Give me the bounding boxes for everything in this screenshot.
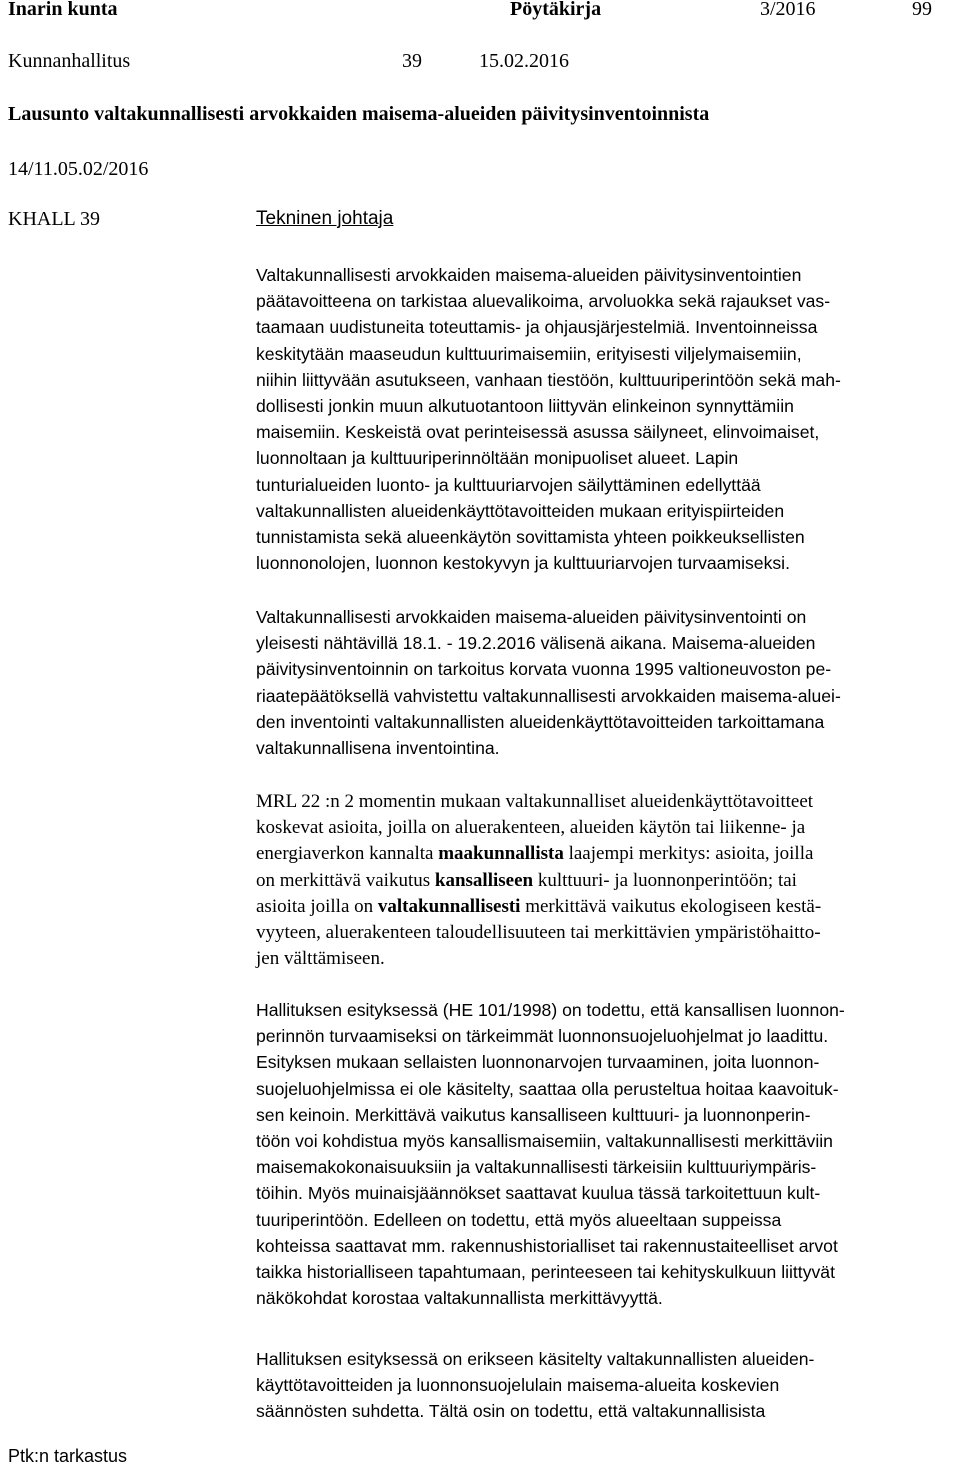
paragraph-line: valtakunnallisten alueidenkäyttötavoitteiden mukaan erityispiirteiden [256, 500, 785, 521]
line-segment: energiaverkon kannalta [256, 843, 439, 865]
paragraph-line: Hallituksen esityksessä (HE 101/1998) on todettu, että kansallisen luonnon- [256, 1000, 845, 1020]
line-segment: asioita joilla on [256, 895, 378, 917]
paragraph-line: Hallituksen esityksessä on erikseen käsitelty valtakunnallisten alueiden- [256, 1349, 815, 1369]
paragraph-line: sen keinoin. Merkittävä vaikutus kansalliseen kulttuuri- ja luonnonperin- [256, 1104, 811, 1125]
paragraph-4 [256, 997, 845, 1311]
paragraph-line: tunturialueiden luonto- ja kulttuuriarvojen säilyttäminen edellyttää [256, 474, 761, 495]
paragraph-line: yleisesti nähtävillä 18.1. - 19.2.2016 välisenä aikana. Maisema-alueiden [256, 633, 816, 654]
paragraph-line: tunnistamista sekä alueenkäytön sovittamista yhteen poikkeuksellisten [256, 526, 805, 547]
document-type: Pöytäkirja [510, 0, 602, 20]
paragraph-line: päätavoitteena on tarkistaa aluevalikoima, arvoluokka sekä rajaukset vas- [256, 291, 831, 312]
line-segment: laajempi merkitys: asioita, joilla [563, 843, 814, 865]
paragraph-line [256, 841, 821, 867]
paragraph-line: suojeluohjelmissa ei ole käsitelty, saattaa olla perusteltua hoitaa kaavoituk- [256, 1078, 839, 1099]
paragraph-line: dollisesti jonkin muun alkutuotantoon liittyvän elinkeinon synnyttämiin [256, 395, 794, 416]
bold-keyword: kansalliseen [434, 869, 534, 891]
paragraph-line [256, 815, 821, 841]
paragraph-line: töön voi kohdistua myös kansallismaisemiin, valtakunnallisesti merkittäviin [256, 1130, 833, 1151]
meeting-date: 15.02.2016 [479, 50, 569, 72]
reference-number: 14/11.05.02/2016 [8, 158, 149, 180]
line-segment: koskevat asioita, joilla on aluerakenteen, alueiden käytön tai liikenne- ja [256, 817, 806, 839]
paragraph-line [256, 789, 821, 815]
section-label: KHALL 39 [8, 208, 101, 230]
paragraph-line: kohteissa saattavat mm. rakennushistorialliset tai rakennustaiteelliset arvot [256, 1235, 838, 1256]
section-number: 39 [402, 50, 422, 72]
subject-title: Lausunto valtakunnallisesti arvokkaiden maisema-alueiden päivitysinventoinnista [8, 103, 710, 125]
line-segment: vyyteen, aluerakenteen taloudellisuuteen tai merkittävien ympäristöhaitto- [256, 921, 821, 943]
paragraph-line: päivitysinventoinnin on tarkoitus korvata vuonna 1995 valtioneuvoston pe- [256, 659, 832, 680]
page-number: 99 [912, 0, 932, 20]
paragraph-line: käyttötavoitteiden ja luonnonsuojelulain maisema-alueita koskevien [256, 1375, 780, 1396]
paragraph-line: Valtakunnallisesti arvokkaiden maisema-alueiden päivitysinventointien [256, 265, 802, 285]
paragraph-line: töihin. Myös muinaisjäännökset saattavat kuulua tässä tarkoitettuun kult- [256, 1183, 821, 1204]
paragraph-5 [256, 1346, 814, 1425]
paragraph-line: luonnoltaan ja kulttuuriperinnöltään monipuoliset alueet. Lapin [256, 448, 739, 469]
paragraph-line: riaatepäätöksellä vahvistettu valtakunnallisesti arvokkaiden maisema-aluei- [256, 685, 841, 706]
paragraph-line [256, 868, 821, 894]
line-segment: merkittävä vaikutus ekologiseen kestä- [520, 895, 822, 917]
paragraph-line [256, 946, 821, 972]
line-segment: kulttuuri- ja luonnonperintöön; tai [533, 869, 797, 891]
paragraph-line: säännösten suhdetta. Tältä osin on todettu, että valtakunnallisista [256, 1401, 766, 1422]
paragraph-line: niihin liittyvään asutukseen, vanhaan tiestöön, kulttuuriperintöön sekä mah- [256, 369, 841, 390]
paragraph-line: maisemiin. Keskeistä ovat perinteisessä asussa säilyneet, elinvoimaiset, [256, 422, 820, 443]
bold-keyword: maakunnallista [438, 843, 564, 865]
paragraph-line [256, 894, 821, 920]
document-number: 3/2016 [760, 0, 816, 20]
paragraph-line: taamaan uudistuneita toteuttamis- ja ohjausjärjestelmiä. Inventoinneissa [256, 317, 818, 338]
bold-keyword: valtakunnallisesti [377, 895, 521, 917]
paragraph-line [256, 920, 821, 946]
footer-review-label: Ptk:n tarkastus [8, 1446, 128, 1466]
paragraph-line: näkökohdat korostaa valtakunnallista merkittävyyttä. [256, 1288, 663, 1309]
paragraph-1 [256, 262, 841, 576]
presenter: Tekninen johtaja [256, 208, 394, 229]
paragraph-3 [256, 789, 821, 972]
line-segment: MRL 22 :n 2 momentin mukaan valtakunnalliset alueidenkäyttötavoitteet [256, 791, 814, 812]
paragraph-line: keskitytään maaseudun kulttuurimaisemiin, erityisesti viljelymaisemiin, [256, 343, 802, 364]
paragraph-line: tuuriperintöön. Edelleen on todettu, että myös alueeltaan suppeissa [256, 1209, 782, 1230]
paragraph-line: maisemakokonaisuuksiin ja valtakunnallisesti tärkeisiin kulttuuriympäris- [256, 1157, 817, 1178]
paragraph-line: Esityksen mukaan sellaisten luonnonarvojen turvaaminen, joita luonnon- [256, 1052, 820, 1073]
paragraph-line: luonnonolojen, luonnon kestokyvyn ja kulttuuriarvojen turvaamiseksi. [256, 553, 790, 574]
line-segment: on merkittävä vaikutus [256, 869, 435, 891]
paragraph-line: perinnön turvaamiseksi on tärkeimmät luonnonsuojeluohjelmat jo laadittu. [256, 1026, 829, 1047]
paragraph-line: valtakunnallisena inventointina. [256, 737, 500, 758]
municipality-name: Inarin kunta [8, 0, 118, 20]
paragraph-line: Valtakunnallisesti arvokkaiden maisema-alueiden päivitysinventointi on [256, 607, 807, 627]
paragraph-line: den inventointi valtakunnallisten alueidenkäyttötavoitteiden tarkoittamana [256, 711, 825, 732]
governing-body: Kunnanhallitus [8, 50, 131, 72]
paragraph-2 [256, 604, 841, 761]
paragraph-line: taikka historialliseen tapahtumaan, perinteeseen tai kehityskulkuun liittyvät [256, 1261, 835, 1282]
line-segment: jen välttämiseen. [256, 948, 385, 970]
